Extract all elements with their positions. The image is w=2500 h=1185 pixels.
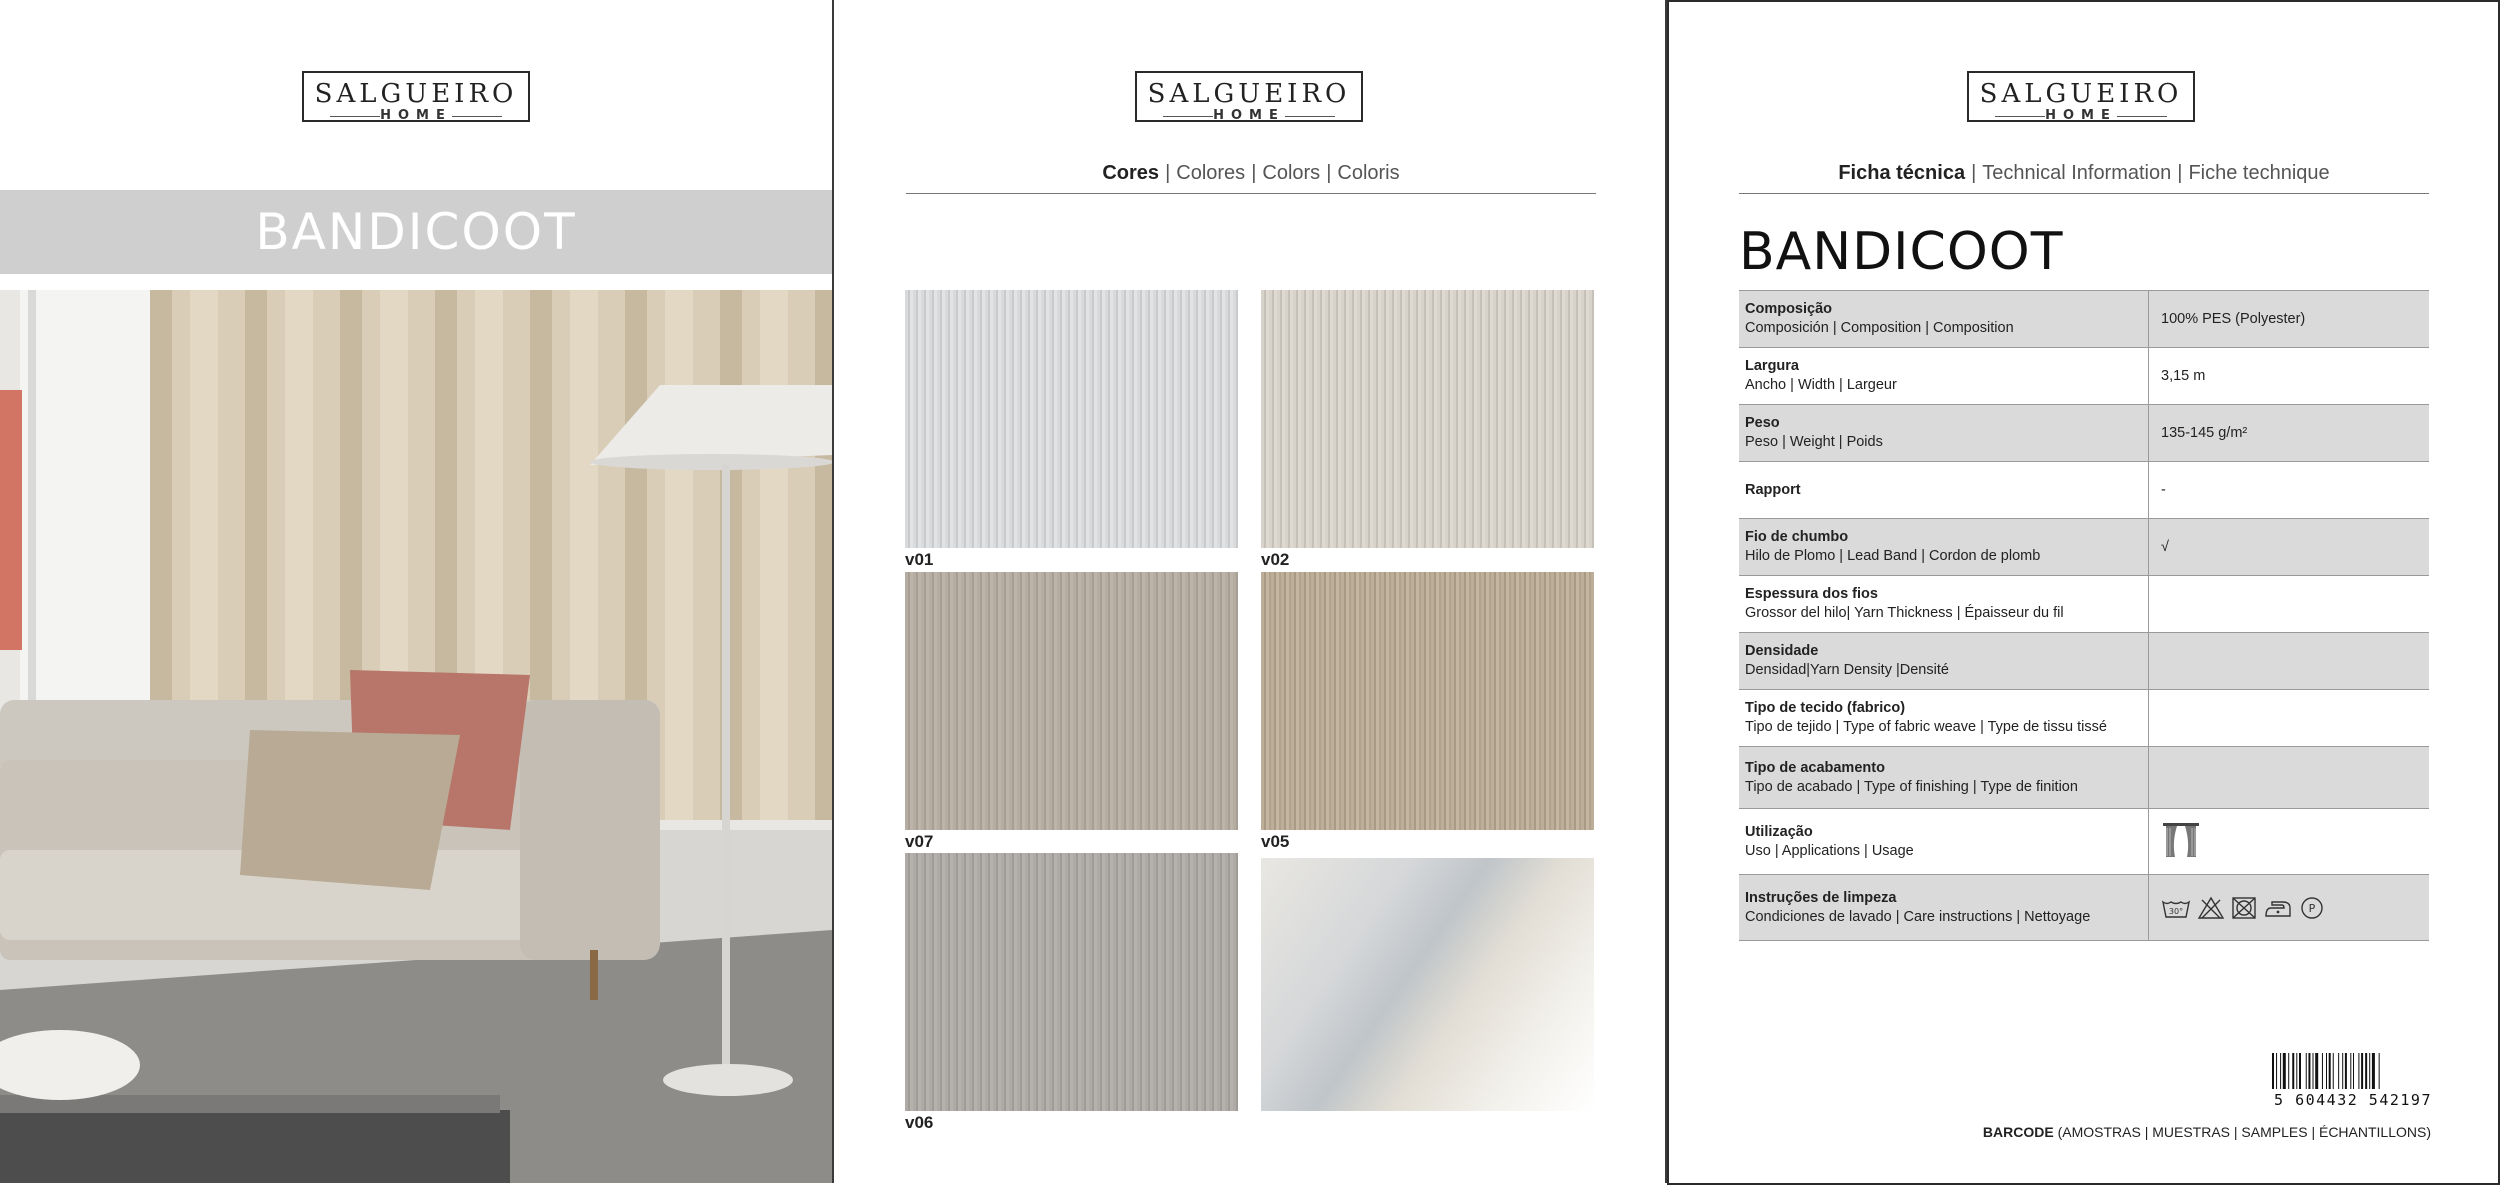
colors-header-bold: Cores xyxy=(1102,162,1160,184)
spec-row-width xyxy=(1739,348,2429,405)
spec-label: Rapport xyxy=(1745,481,1801,498)
dry-clean-p-icon xyxy=(2299,896,2325,920)
cover-title: BANDICOOT xyxy=(255,203,577,261)
drape-image xyxy=(1261,858,1594,1111)
tech-header-fr: Fiche technique xyxy=(2188,162,2330,184)
spec-value xyxy=(2149,747,2430,809)
brand-name: SALGUEIRO xyxy=(1147,79,1351,109)
brand-logo xyxy=(1967,71,2195,122)
spec-row-composition xyxy=(1739,291,2429,348)
spec-label-translations: Peso | Weight | Poids xyxy=(1745,434,1883,450)
swatch-v02[interactable] xyxy=(1261,290,1594,569)
spec-value xyxy=(2149,576,2430,633)
brand-logo xyxy=(1135,71,1363,122)
spec-label-translations: Tipo de acabado | Type of finishing | Type de finition xyxy=(1745,778,2078,795)
cover-title-band xyxy=(0,190,832,274)
cover-page xyxy=(0,0,832,1183)
barcode-caption-rest: (AMOSTRAS | MUESTRAS | SAMPLES | ÉCHANTILLONS) xyxy=(2057,1124,2431,1140)
swatch-v05[interactable] xyxy=(1261,572,1594,851)
spec-row-care xyxy=(1739,875,2429,941)
swatch-v07[interactable] xyxy=(905,572,1238,851)
wash-temp: 30° xyxy=(2168,906,2184,916)
barcode-digits: 5 604432 542197 xyxy=(2274,1091,2432,1109)
dryclean-letter: P xyxy=(2308,901,2316,915)
swatch-texture xyxy=(905,290,1238,548)
spec-row-weave xyxy=(1739,690,2429,747)
iron-low-icon xyxy=(2263,896,2293,920)
curtain-icon xyxy=(2161,820,2201,860)
spec-label-translations: Tipo de tejido | Type of fabric weave | Type de tissu tissé xyxy=(1745,719,2107,735)
swatch-code: v02 xyxy=(1261,550,1290,569)
swatch-v06[interactable] xyxy=(905,853,1238,1132)
spec-label-translations: Ancho | Width | Largeur xyxy=(1745,377,1897,393)
no-tumble-dry-icon xyxy=(2231,896,2257,920)
spec-row-yarn-thickness xyxy=(1739,576,2429,633)
spec-row-finishing xyxy=(1739,747,2429,809)
spec-row-usage xyxy=(1739,809,2429,875)
fabric-drape-photo xyxy=(1261,858,1594,1111)
spec-label: Fio de chumbo xyxy=(1745,529,1849,545)
spec-row-density xyxy=(1739,633,2429,690)
spec-row-rapport xyxy=(1739,462,2429,519)
spec-value xyxy=(2149,690,2430,747)
spec-label-translations: Hilo de Plomo | Lead Band | Cordon de plomb xyxy=(1745,548,2041,564)
barcode-caption xyxy=(1983,1124,2431,1140)
spec-label: Largura xyxy=(1745,358,1799,374)
tech-header-en: Technical Information xyxy=(1982,162,2172,184)
spec-label-translations: Grossor del hilo| Yarn Thickness | Épaisseur du fil xyxy=(1745,605,2064,621)
no-bleach-icon xyxy=(2197,896,2225,920)
brand-sub: HOME xyxy=(1137,109,1361,123)
swatch-texture xyxy=(1261,572,1594,830)
spec-value: √ xyxy=(2149,519,2430,576)
colors-header-fr: Coloris xyxy=(1337,162,1400,184)
swatch-v01[interactable] xyxy=(905,290,1238,569)
swatch-code: v01 xyxy=(905,550,934,569)
barcode xyxy=(2272,1053,2430,1089)
colors-header-es: Colores xyxy=(1176,162,1246,184)
fabric-name: BANDICOOT xyxy=(1739,222,2064,282)
wash-30-icon xyxy=(2161,896,2191,920)
swatch-code: v07 xyxy=(905,832,934,851)
brand-name: SALGUEIRO xyxy=(314,79,518,109)
spec-label: Composição xyxy=(1745,301,1833,317)
swatch-texture xyxy=(1261,290,1594,548)
spec-label: Peso xyxy=(1745,415,1780,431)
spec-value: 135-145 g/m² xyxy=(2149,405,2430,462)
barcode-caption-bold: BARCODE xyxy=(1982,1124,2054,1140)
spec-label-translations: Composición | Composition | Composition xyxy=(1745,320,2014,336)
colors-header-en: Colors xyxy=(1262,162,1321,184)
swatch-texture xyxy=(905,853,1238,1111)
brand-sub: HOME xyxy=(1969,109,2193,123)
spec-label: Espessura dos fios xyxy=(1745,586,1878,602)
spec-label-translations: Condiciones de lavado | Care instructions | Nettoyage xyxy=(1745,908,2091,925)
brand-sub: HOME xyxy=(304,109,528,123)
spec-value: 3,15 m xyxy=(2149,348,2430,405)
colors-header: Cores | Colores | Colors | Coloris xyxy=(906,162,1596,194)
tech-header: Ficha técnica | Technical Information | Fiche technique xyxy=(1739,162,2429,194)
swatch-code: v06 xyxy=(905,1113,934,1132)
spec-label: Densidade xyxy=(1745,643,1819,659)
brand-name: SALGUEIRO xyxy=(1979,79,2183,109)
spec-table xyxy=(1739,290,2429,941)
spec-value xyxy=(2149,633,2430,690)
spec-value: 100% PES (Polyester) xyxy=(2149,291,2430,348)
tech-header-bold: Ficha técnica xyxy=(1838,162,1966,184)
spec-label: Tipo de acabamento xyxy=(1745,759,1885,776)
spec-label-translations: Uso | Applications | Usage xyxy=(1745,842,1914,859)
spec-label: Tipo de tecido (fabrico) xyxy=(1745,700,1906,716)
spec-row-lead-band xyxy=(1739,519,2429,576)
spec-label-translations: Densidad|Yarn Density |Densité xyxy=(1745,662,1949,678)
brand-logo xyxy=(302,71,530,122)
colors-page xyxy=(834,0,1665,1183)
spec-label: Utilização xyxy=(1745,823,1813,840)
living-room-photo xyxy=(0,290,832,1183)
technical-page xyxy=(1667,0,2498,1183)
spec-label: Instruções de limpeza xyxy=(1745,889,1897,906)
swatch-code: v05 xyxy=(1261,832,1290,851)
spec-value: - xyxy=(2149,462,2430,519)
spec-row-weight xyxy=(1739,405,2429,462)
swatch-texture xyxy=(905,572,1238,830)
